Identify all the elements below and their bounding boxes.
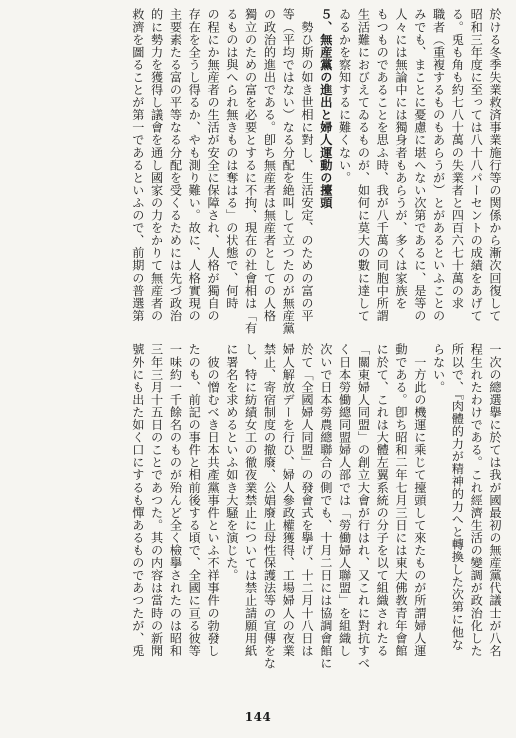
text-column: の政治的進出である。卽ち無産者は無産者としての人格 [262,8,277,322]
text-column: たのも、前記の事件と相前後する頃で、全國に亘る彼等 [187,343,202,657]
text-column: の程にか無産者の生活が安全に保障され、人格が獨自の [206,8,221,322]
text-column: 存在を全うし得るか、やも測り難い。故に、人格實現の [187,8,202,322]
text-column: 等（平均ではない）なる分配を絶叫して立つたのが無産黨 [281,8,296,335]
text-column: に署名を求めるといふ如き大騒を演じた。 [224,343,239,582]
text-column: みでも、まことに憂慮に堪へない次第であるに、是等の [412,8,427,322]
text-column: 主要素たる富の平等なる分配を受くるためには先づ政治 [168,8,183,322]
text-column: 次いで日本勞農總聯合の側でも、十月二日には協調會館に [318,343,333,670]
text-column: 動である。卽ち昭和二年七月三日には東大佛教青年會館 [394,343,409,657]
text-column: らない。 [431,343,446,394]
text-column: し、特に紡績女工の徹夜業禁止については禁止請願用紙 [243,343,258,657]
text-column: 所以で、『肉體的力が精神的力へと轉換した次第に他な [450,343,465,651]
text-column: 救濟を圖ることが第一であるといふので、前期の普選第 [130,8,145,322]
page-number: 144 [244,710,272,724]
text-column: 於ける冬季失業救済事業施行等の関係から漸次回復して [488,8,502,322]
text-column: 獨立のための富を必要とするに不拘、現在の社會相は「有 [243,8,258,335]
lower-text-block [16,343,504,705]
text-column: 號外にも出た如く口にするも憚あるものであつたが、兎 [130,343,145,657]
text-column: 的に勢力を獲得し議會を通し國家の力をかりて無産者の [149,8,164,322]
text-column: 生活難におびえてゐるものが、如何に莫大の數に達して [356,8,371,322]
text-column: く日本勞働總同盟婦人部では「勞働婦人聯盟」を組織し [337,343,352,657]
text-column: 彼の憎むべき日本共產黨事件といふ不祥事件の勃發し [206,343,221,657]
text-column: 於て「全國婦人同盟」の發會式を擧げ、十二月十八日は [300,343,315,657]
section-heading: ５、無産黨の進出と婦人運動の擡頭 [318,8,333,209]
text-column: 一方此の機運に乘じて擡頭して來たものが所謂婦人運 [412,343,427,657]
text-column: 職者（重複するものもあらうが）とがあるといふことの [431,8,446,322]
text-column: 人々には無論中には獨身者もあらうが、多くは家族を [394,8,409,310]
text-column: 一味約一千餘名のものが殆んど全く檢擧されたのは昭和 [168,343,183,657]
text-column: 程生れたわけである。これ經濟生活の變調が政治化した [469,343,484,657]
upper-text-block [16,8,504,333]
text-column: るものは與へられ無きものは奪はる」の状態で、何時 [224,8,239,310]
text-column: 三年三月十五日のことであつた。其の内容は當時の新聞 [149,343,164,657]
text-column: 婦人解放デーを行ひ、婦人參政權獲得、工場婦人の夜業 [281,343,296,657]
text-column: に於て、これは大體左翼系統の分子を以て組織されたる [375,343,390,657]
text-column: 勢ひ斯の如き世相に對し、生活安定、のための富の平 [300,8,315,322]
text-column: 禁止、寄宿制度の撤廢、公娼廢止母性保護法等の宣傳をな [262,343,277,670]
text-column: 一次の總選擧に於ては我が國最初の無産黨代議士が八名 [488,343,502,657]
text-column: 昭和三年度に至っては八十八パーセントの成績をあげて [469,8,484,322]
text-column: る。兎も角も約七八十萬の失業者と四百六七十萬の求 [450,8,465,310]
text-column: 「關東婦人同盟」の創立大會が行はれ、又これに對抗すべ [356,343,371,670]
text-column: ゐるかを察知するに難くない。 [337,8,352,184]
text-column: もつものであることを思ふ時、我が八千萬の同胞中所謂 [375,8,390,322]
